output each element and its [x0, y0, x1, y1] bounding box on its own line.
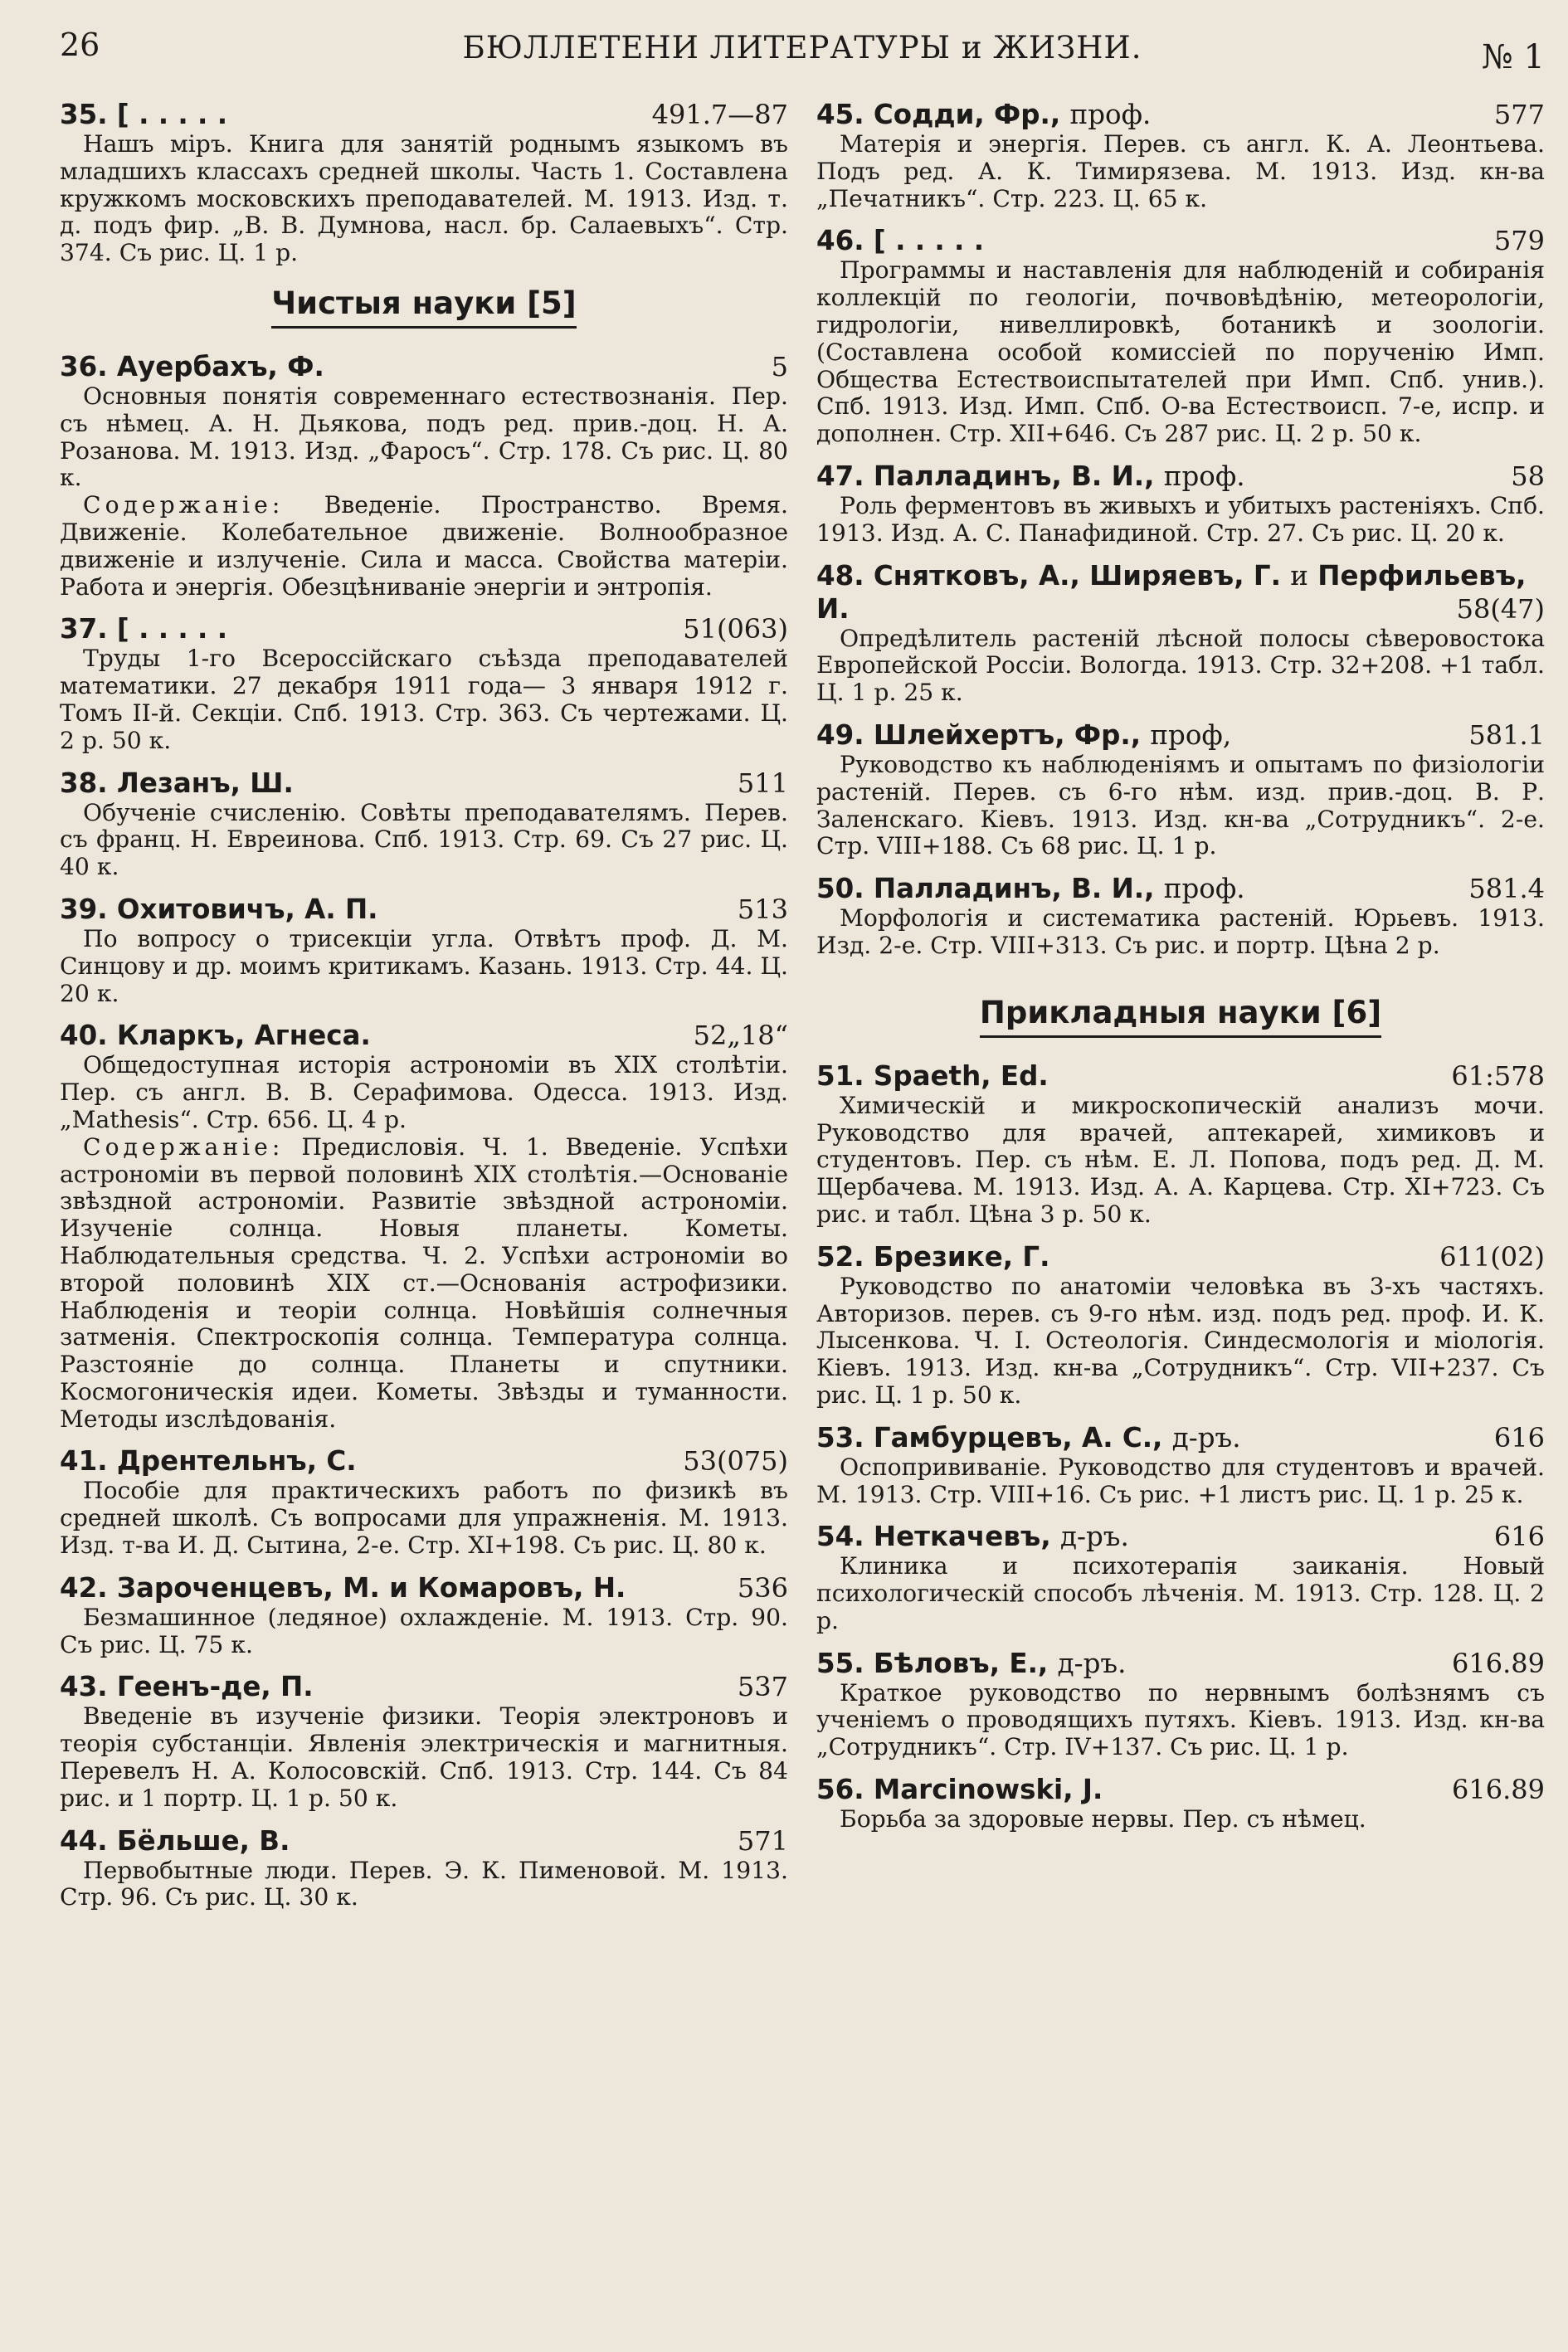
- entry-51: [816, 1059, 1545, 1229]
- entry-udc: 616.89: [1452, 1647, 1545, 1679]
- entry-author-title: проф.: [1163, 873, 1245, 905]
- entry-47: [816, 460, 1545, 548]
- entry-udc: 536: [737, 1571, 788, 1604]
- entry-author: Ауербахъ, Ф.: [116, 350, 324, 382]
- entry-number: 51.: [816, 1059, 864, 1092]
- entry-udc: 58(47): [1456, 592, 1545, 625]
- entry-body: Программы и наставленія для наблюденій и собиранія коллекцій по геологіи, почвовѣдѣнію, метеорологіи, гидрологіи, нивеллировкѣ, ботаникѣ и зоологіи. (Составлена особой комиссіей по порученію Имп. Общества Естествоиспытателей при Имп. Спб. унив.). Спб. 1913. Изд. Имп. Спб. О-ва Естествоисп. 7-е, испр. и дополнен. Стр. XII+646. Съ 287 рис. Ц. 2 р. 50 к.: [816, 256, 1545, 448]
- entry-udc: 52„18“: [693, 1020, 788, 1052]
- entry-number: 41.: [60, 1445, 108, 1478]
- entry-54: [816, 1520, 1545, 1634]
- entry-body: Борьба за здоровые нервы. Пер. съ нѣмец.: [840, 1805, 1366, 1833]
- entry-46: [816, 224, 1545, 448]
- columns: [60, 98, 1545, 1923]
- entry-body: Матерія и энергія. Перев. съ англ. К. А. Леонтьева. Подъ ред. А. К. Тимирязева. М. 1913. Изд. кн-ва „Печатникъ“. Стр. 223. Ц. 65 к.: [816, 130, 1545, 212]
- entry-number: 47.: [816, 460, 864, 492]
- entry-49: [816, 718, 1545, 860]
- entry-author: Кларкъ, Агнеса.: [116, 1020, 371, 1052]
- entry-udc: 581.1: [1468, 718, 1545, 751]
- entry-body: Труды 1-го Всероссійскаго съѣзда преподавателей математики. 27 декабря 1911 года— 3 января 1912 г. Томъ II-й. Секціи. Спб. 1913. Стр. 363. Съ чертежами. Ц. 2 р. 50 к.: [60, 645, 788, 754]
- entry-udc: 616: [1493, 1421, 1545, 1454]
- entry-number: 48.: [816, 559, 864, 592]
- entry-number: 37.: [60, 613, 108, 645]
- entry-author: Лезанъ, Ш.: [116, 767, 294, 799]
- entry-contents: [60, 1134, 788, 1434]
- entry-35: [60, 98, 788, 267]
- section-heading-applied-sciences: [816, 995, 1545, 1038]
- entry-number: 35.: [60, 99, 108, 130]
- entry-number: 40.: [60, 1020, 108, 1052]
- entry-number: 46.: [816, 225, 864, 257]
- entry-37: [60, 612, 788, 754]
- entry-number: 38.: [60, 767, 108, 799]
- entry-body: Пособіе для практическихъ работъ по физикѣ въ средней школѣ. Съ вопросами для упражненія. М. 1913. Изд. т-ва И. Д. Сытина, 2-е. Стр. XI+198. Съ рис. Ц. 80 к.: [60, 1477, 788, 1560]
- entry-udc: 491.7—87: [651, 99, 788, 130]
- entry-author: Шлейхертъ, Фр.,: [873, 718, 1142, 751]
- entry-body: Основныя понятія современнаго естествознанія. Пер. съ нѣмец. А. Н. Дьякова, подъ ред. прив.-доц. Н. А. Розанова. М. 1913. Изд. „Фаросъ“. Стр. 178. Съ рис. Ц. 80 к.: [60, 382, 788, 492]
- entry-author: Брезике, Г.: [873, 1240, 1050, 1273]
- entry-author: Палладинъ, В. И.,: [873, 460, 1155, 492]
- issue-number: № 1: [1481, 38, 1545, 76]
- entry-number: 55.: [816, 1647, 864, 1679]
- entry-author: [ . . . . .: [116, 99, 228, 130]
- entry-number: 49.: [816, 718, 864, 751]
- entry-body: По вопросу о трисекціи угла. Отвѣтъ проф. Д. М. Синцову и др. моимъ критикамъ. Казань. 1913. Стр. 44. Ц. 20 к.: [60, 924, 788, 1007]
- contents-text: Предисловія. Ч. 1. Введеніе. Успѣхи астрономіи въ первой половинѣ XIX столѣтія.—Основаніе звѣздной астрономіи. Развитіе звѣздной астрономіи. Изученіе солнца. Новыя планеты. Кометы. Наблюдательныя средства. Ч. 2. Успѣхи астрономіи во второй половинѣ XIX ст.—Основанія астрофизики. Наблюденія и теоріи солнца. Новѣйшія солнечныя затменія. Спектроскопія солнца. Температура солнца. Разстояніе до солнца. Планеты и спутники. Космогоническія идеи. Кометы. Звѣзды и туманности. Методы изслѣдованія.: [60, 1132, 788, 1433]
- entry-body: Роль ферментовъ въ живыхъ и убитыхъ растеніяхъ. Спб. 1913. Изд. А. С. Панафидиной. Стр. 27. Съ рис. Ц. 20 к.: [816, 491, 1545, 547]
- entry-author-title: проф,: [1150, 718, 1232, 751]
- entry-body: Общедоступная исторія астрономіи въ XIX столѣтіи. Пер. съ англ. В. В. Серафимова. Одесса. 1913. Изд. „Mathesis“. Стр. 656. Ц. 4 р.: [60, 1051, 788, 1133]
- entry-udc: 61:578: [1451, 1059, 1545, 1092]
- contents-label: Содержаніе:: [83, 1132, 285, 1161]
- entry-contents: [60, 492, 788, 601]
- entry-udc: 511: [737, 767, 788, 799]
- entry-udc: 51(063): [683, 613, 788, 645]
- entry-number: 52.: [816, 1240, 864, 1273]
- entry-author: Бѣловъ, Е.,: [873, 1647, 1049, 1679]
- entry-number: 39.: [60, 893, 108, 925]
- entry-number: 43.: [60, 1671, 108, 1703]
- contents-text: Введеніе. Пространство. Время. Движеніе. Колебательное движеніе. Волнообразное движеніе и излученіе. Сила и масса. Свойства матеріи. Работа и энергія. Обезцѣниваніе энергіи и энтропія.: [60, 491, 788, 601]
- entry-43: [60, 1670, 788, 1812]
- entry-56: [816, 1773, 1545, 1833]
- entry-body: Химическій и микроскопическій анализъ мочи. Руководство для врачей, аптекарей, химиковъ и студентовъ. Пер. съ нѣм. Е. Л. Попова, подъ ред. Д. М. Щербачева. М. 1913. Изд. А. А. Карцева. Стр. XI+723. Съ рис. и табл. Цѣна 3 р. 50 к.: [816, 1091, 1545, 1228]
- entry-udc: 513: [737, 893, 788, 925]
- entry-udc: 571: [737, 1824, 788, 1857]
- section-heading-pure-sciences: [60, 285, 788, 329]
- entry-author: Геенъ-де, П.: [116, 1671, 314, 1703]
- entry-number: 44.: [60, 1824, 108, 1857]
- section-title: Прикладныя науки [6]: [980, 995, 1381, 1038]
- entry-53: [816, 1421, 1545, 1509]
- entry-body: Оспопрививаніе. Руководство для студентовъ и врачей. М. 1913. Стр. VIII+16. Съ рис. +1 листъ рис. Ц. 1 р. 25 к.: [816, 1453, 1545, 1508]
- entry-udc: 537: [737, 1671, 788, 1703]
- entry-41: [60, 1444, 788, 1559]
- entry-48: [816, 559, 1545, 707]
- entry-42: [60, 1571, 788, 1659]
- entry-number: 36.: [60, 350, 108, 382]
- entry-body: Морфологія и систематика растеній. Юрьевъ. 1913. Изд. 2-е. Стр. VIII+313. Съ рис. и портр. Цѣна 2 р.: [816, 904, 1545, 959]
- entry-40: [60, 1019, 788, 1433]
- entry-38: [60, 767, 788, 881]
- entry-udc: 581.4: [1468, 873, 1545, 905]
- entry-udc: 5: [771, 350, 788, 382]
- entry-number: 45.: [816, 99, 864, 130]
- entry-udc: 616.89: [1452, 1774, 1545, 1806]
- entry-author-2: Перфильевъ, И.: [816, 559, 1527, 625]
- entry-author: Marcinowski, J.: [873, 1774, 1103, 1806]
- entry-author: Палладинъ, В. И.,: [873, 873, 1155, 905]
- entry-udc: 577: [1493, 99, 1545, 130]
- entry-number: 42.: [60, 1571, 108, 1604]
- entry-author-title: д-ръ.: [1171, 1421, 1241, 1454]
- entry-50: [816, 872, 1545, 960]
- page-header: [60, 18, 1545, 98]
- entry-body: Опредѣлитель растеній лѣсной полосы сѣверовостока Европейской Россіи. Вологда. 1913. Стр. 32+208. +1 табл. Ц. 1 р. 25 к.: [816, 624, 1545, 707]
- entry-author: Spaeth, Ed.: [873, 1059, 1049, 1092]
- entry-author: Содди, Фр.,: [873, 99, 1061, 130]
- entry-44: [60, 1824, 788, 1912]
- entry-udc: 579: [1493, 225, 1545, 257]
- entry-author: Снятковъ, А., Ширяевъ, Г.: [873, 559, 1281, 592]
- entry-body: Клиника и психотерапія заиканія. Новый психологическій способъ лѣченія. М. 1913. Стр. 128. Ц. 2 р.: [816, 1552, 1545, 1634]
- entry-author: Бёльше, В.: [116, 1824, 290, 1857]
- entry-author-joiner: и: [1290, 559, 1308, 592]
- entry-body: Обученіе счисленію. Совѣты преподавателямъ. Перев. съ франц. Н. Евреинова. Спб. 1913. Стр. 69. Съ 27 рис. Ц. 40 к.: [60, 798, 788, 881]
- entry-52: [816, 1240, 1545, 1410]
- entry-body: Руководство по анатоміи человѣка въ 3-хъ частяхъ. Авторизов. перев. съ 9-го нѣм. изд. подъ ред. проф. И. К. Лысенкова. Ч. I. Остеологія. Синдесмологія и міологія. Кіевъ. 1913. Изд. кн-ва „Сотрудникъ“. Стр. VII+237. Съ рис. Ц. 1 р. 50 к.: [816, 1272, 1545, 1409]
- left-column: [60, 98, 788, 1923]
- entry-author: Охитовичъ, А. П.: [116, 893, 378, 925]
- page-number: 26: [60, 27, 100, 63]
- entry-author: Дрентельнъ, С.: [116, 1445, 357, 1478]
- entry-author-title: д-ръ.: [1057, 1647, 1127, 1679]
- right-column: [816, 98, 1545, 1923]
- entry-author-title: проф.: [1069, 99, 1152, 130]
- entry-number: 54.: [816, 1521, 864, 1553]
- entry-body: Введеніе въ изученіе физики. Теорія электроновъ и теорія субстанціи. Явленія электрическія и магнитныя. Перевелъ Н. А. Колосовскій. Спб. 1913. Стр. 144. Съ 84 рис. и 1 портр. Ц. 1 р. 50 к.: [60, 1702, 788, 1812]
- entry-author: Гамбурцевъ, А. С.,: [873, 1421, 1163, 1454]
- entry-udc: 611(02): [1439, 1240, 1545, 1273]
- entry-body: Краткое руководство по нервнымъ болѣзнямъ съ ученіемъ о проводящихъ путяхъ. Кіевъ. 1913. Изд. кн-ва „Сотрудникъ“. Стр. IV+137. Съ рис. Ц. 1 р.: [816, 1678, 1545, 1761]
- contents-label: Содержаніе:: [83, 491, 285, 519]
- entry-udc: 58: [1511, 460, 1545, 492]
- entry-author-title: д-ръ.: [1060, 1521, 1129, 1553]
- entry-author: Зароченцевъ, М. и Комаровъ, Н.: [116, 1571, 626, 1604]
- entry-author: [ . . . . .: [116, 613, 228, 645]
- running-title: БЮЛЛЕТЕНИ ЛИТЕРАТУРЫ и ЖИЗНИ.: [462, 30, 1142, 66]
- entry-number: 56.: [816, 1774, 864, 1806]
- entry-body: Первобытные люди. Перев. Э. К. Пименовой. М. 1913. Стр. 96. Съ рис. Ц. 30 к.: [60, 1856, 788, 1911]
- entry-45: [816, 98, 1545, 212]
- entry-author: Неткачевъ,: [873, 1521, 1051, 1553]
- entry-author-title: проф.: [1163, 460, 1245, 492]
- entry-udc: 53(075): [683, 1445, 788, 1478]
- entry-body: Руководство къ наблюденіямъ и опытамъ по физіологіи растеній. Перев. съ 6-го нѣм. изд. прив.-доц. В. Р. Заленскаго. Кіевъ. 1913. Изд. кн-ва „Сотрудникъ“. 2-е. Стр. VIII+188. Съ 68 рис. Ц. 1 р.: [816, 750, 1545, 860]
- entry-number: 50.: [816, 873, 864, 905]
- entry-author: [ . . . . .: [873, 225, 985, 257]
- entry-39: [60, 893, 788, 1007]
- entry-body: Нашъ міръ. Книга для занятій роднымъ языкомъ въ младшихъ классахъ средней школы. Часть 1. Составлена кружкомъ московскихъ преподавателей. М. 1913. Изд. т. д. подъ фир. „В. В. Думнова, насл. бр. Салаевыхъ“. Стр. 374. Съ рис. Ц. 1 р.: [60, 130, 788, 267]
- section-title: Чистыя науки [5]: [271, 285, 576, 329]
- entry-55: [816, 1647, 1545, 1761]
- entry-36: [60, 350, 788, 601]
- entry-number: 53.: [816, 1421, 864, 1454]
- entry-udc: 616: [1493, 1521, 1545, 1553]
- entry-body: Безмашинное (ледяное) охлажденіе. М. 1913. Стр. 90. Съ рис. Ц. 75 к.: [60, 1603, 788, 1658]
